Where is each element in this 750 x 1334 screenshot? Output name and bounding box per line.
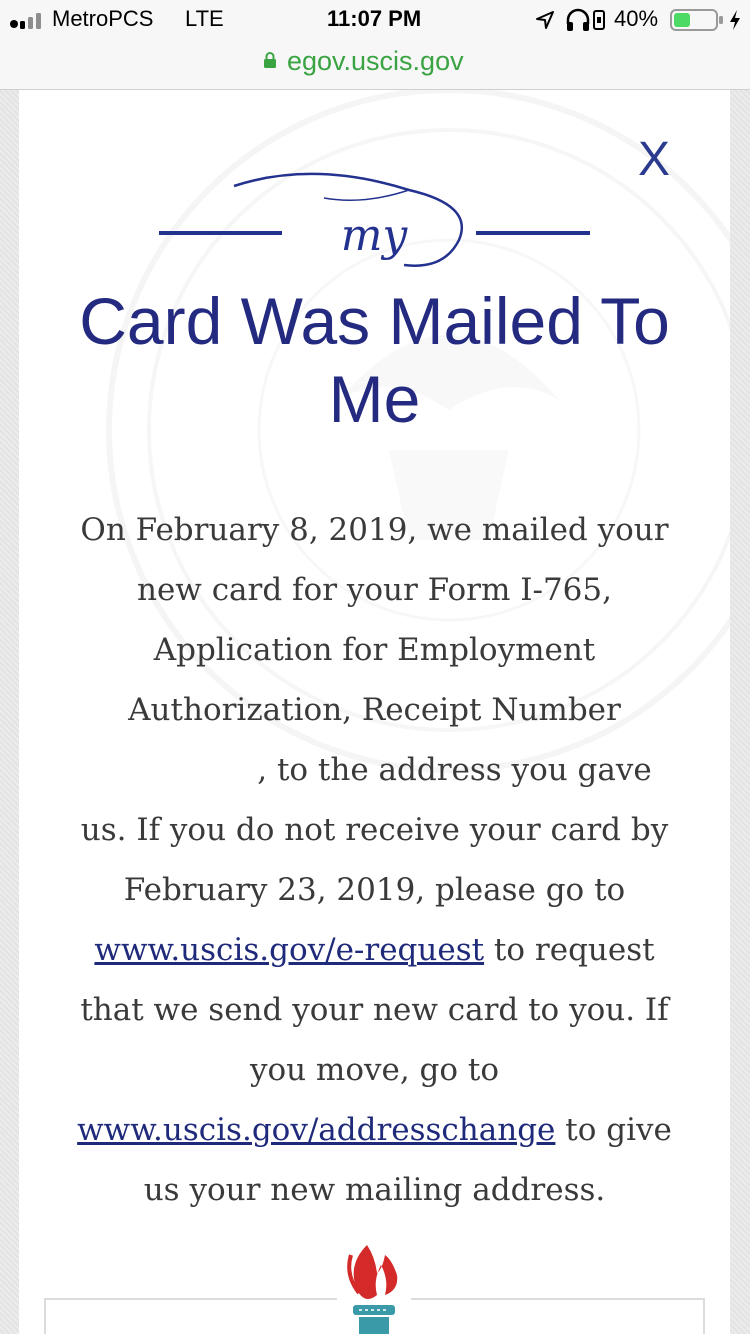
redacted-receipt-number [97, 757, 257, 787]
clock: 11:07 PM [327, 6, 422, 31]
battery-icon [670, 9, 724, 31]
location-icon [535, 10, 555, 30]
lock-icon [263, 51, 277, 69]
status-bar [0, 0, 750, 40]
address-bar[interactable] [0, 40, 750, 90]
modal-title: Card Was Mailed To Me [79, 284, 670, 436]
status-message [74, 500, 675, 1220]
charging-icon [728, 9, 742, 31]
carrier-name: MetroPCS [52, 6, 154, 31]
orientation-lock-icon [592, 9, 606, 31]
headphones-icon [565, 8, 591, 32]
message-text: On February 8, 2019, we mailed your new card for your Form I-765, Application for Employment Authorization, Receipt Number [80, 512, 669, 728]
page-background [0, 90, 750, 1334]
torch-icon [337, 1235, 411, 1334]
modal-dialog [19, 90, 730, 1334]
url-text[interactable]: egov.uscis.gov [287, 46, 464, 76]
network-type: LTE [185, 6, 224, 31]
message-text: to request that we send your new card to you. If you move, go to [80, 932, 669, 1088]
close-button[interactable]: X [637, 133, 670, 186]
address-change-link[interactable]: www.uscis.gov/addresschange [77, 1112, 556, 1148]
my-logo [154, 170, 594, 280]
message-text: to give us your new mailing address. [143, 1112, 672, 1208]
message-text: , to the address you gave us. If you do not receive your card by February 23, 2019, please go to [80, 752, 669, 908]
battery-percent: 40% [614, 6, 659, 31]
e-request-link[interactable]: www.uscis.gov/e-request [94, 932, 485, 968]
my-logo-text: my [340, 210, 408, 261]
signal-icon [10, 13, 46, 29]
